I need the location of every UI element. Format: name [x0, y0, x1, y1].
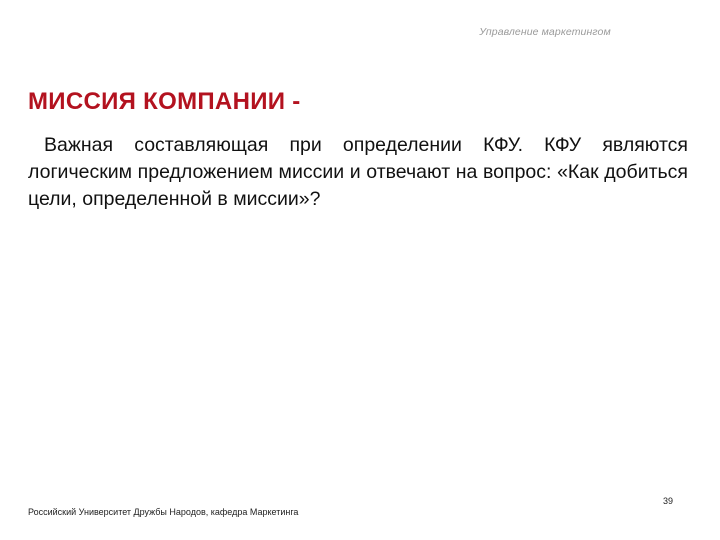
- slide-body-text: Важная составляющая при определении КФУ. КФУ являются логическим предложением миссии и отвечают на вопрос: «Как добиться цели, определенной в миссии»?: [28, 134, 688, 210]
- slide-title: МИССИЯ КОМПАНИИ -: [28, 88, 301, 115]
- page-number: 39: [663, 496, 674, 506]
- footer-institution: Российский Университет Дружбы Народов, кафедра Маркетинга: [28, 507, 299, 517]
- header-caption: Управление маркетингом: [479, 26, 611, 38]
